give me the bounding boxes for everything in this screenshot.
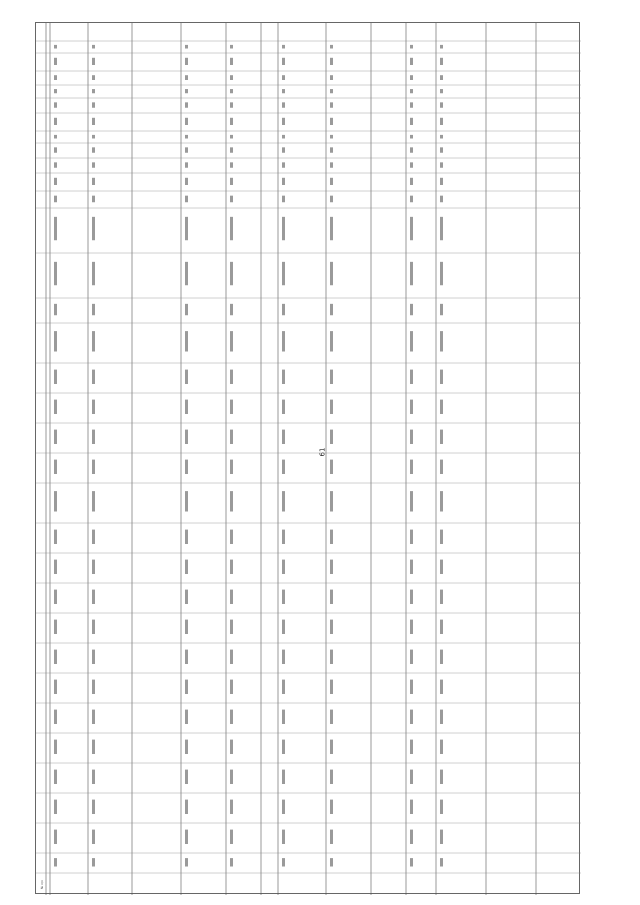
cell-text-mark (230, 590, 233, 604)
cell-text-mark (54, 830, 57, 844)
cell-text-mark (440, 147, 443, 152)
cell-text-mark (185, 770, 188, 784)
cell-text-mark (282, 370, 285, 384)
cell-text-mark (230, 75, 233, 80)
cell-text-mark (410, 217, 413, 240)
cell-text-mark (92, 530, 95, 544)
cell-text-mark (282, 560, 285, 574)
cell-text-mark (92, 217, 95, 240)
cell-text-mark (54, 118, 57, 125)
cell-text-mark (185, 370, 188, 384)
cell-text-mark (230, 178, 233, 185)
cell-text-mark (185, 162, 188, 167)
cell-text-mark (185, 710, 188, 724)
cell-text-mark (330, 196, 333, 203)
cell-text-mark (410, 118, 413, 125)
cell-text-mark (410, 147, 413, 152)
cell-text-mark (440, 530, 443, 544)
cell-text-mark (54, 196, 57, 203)
cell-text-mark (230, 118, 233, 125)
cell-text-mark (440, 680, 443, 694)
cell-text-mark (230, 162, 233, 167)
cell-text-mark (92, 858, 95, 866)
cell-text-mark (185, 118, 188, 125)
cell-text-mark (92, 135, 95, 139)
cell-text-mark (230, 102, 233, 107)
cell-text-mark (185, 530, 188, 544)
cell-text-mark (410, 740, 413, 754)
cell-text-mark (54, 740, 57, 754)
cell-text-mark (230, 560, 233, 574)
cell-text-mark (440, 118, 443, 125)
cell-text-mark (230, 800, 233, 814)
cell-text-mark (440, 75, 443, 80)
cell-text-mark (92, 800, 95, 814)
cell-text-mark (282, 118, 285, 125)
cell-text-mark (330, 430, 333, 444)
cell-text-mark (92, 89, 95, 93)
cell-text-mark (54, 460, 57, 474)
cell-text-mark (440, 560, 443, 574)
cell-text-mark (230, 304, 233, 315)
cell-text-mark (230, 217, 233, 240)
cell-text-mark (330, 858, 333, 866)
cell-text-mark (440, 858, 443, 866)
cell-text-mark (230, 45, 233, 49)
cell-text-mark (92, 491, 95, 511)
cell-text-mark (440, 400, 443, 414)
cell-text-mark (410, 135, 413, 139)
cell-text-mark (54, 75, 57, 80)
cell-text-mark (410, 460, 413, 474)
cell-text-mark (330, 89, 333, 93)
cell-text-mark (230, 491, 233, 511)
cell-text-mark (410, 89, 413, 93)
cell-text-mark (54, 858, 57, 866)
cell-text-mark (92, 162, 95, 167)
cell-text-mark (185, 178, 188, 185)
cell-text-mark (230, 770, 233, 784)
cell-text-mark (54, 304, 57, 315)
cell-text-mark (185, 620, 188, 634)
cell-text-mark (330, 460, 333, 474)
cell-text-mark (230, 650, 233, 664)
cell-text-mark (440, 331, 443, 351)
cell-text-mark (282, 217, 285, 240)
cell-text-mark (440, 45, 443, 49)
page-number: 61 (318, 447, 327, 457)
cell-text-mark (282, 858, 285, 866)
cell-text-mark (330, 800, 333, 814)
cell-text-mark (440, 262, 443, 285)
cell-text-mark (440, 196, 443, 203)
cell-text-mark (54, 331, 57, 351)
cell-text-mark (54, 135, 57, 139)
cell-text-mark (54, 620, 57, 634)
cell-text-mark (185, 740, 188, 754)
cell-text-mark (54, 680, 57, 694)
cell-text-mark (230, 620, 233, 634)
cell-text-mark (410, 680, 413, 694)
cell-text-mark (282, 491, 285, 511)
cell-text-mark (330, 680, 333, 694)
cell-text-mark (92, 196, 95, 203)
cell-text-mark (440, 590, 443, 604)
cell-text-mark (410, 196, 413, 203)
cell-text-mark (92, 400, 95, 414)
cell-text-mark (410, 370, 413, 384)
cell-text-mark (282, 178, 285, 185)
cell-text-mark (230, 262, 233, 285)
cell-text-mark (440, 650, 443, 664)
cell-text-mark (440, 304, 443, 315)
cell-text-mark (92, 710, 95, 724)
cell-text-mark (92, 590, 95, 604)
cell-text-mark (230, 460, 233, 474)
cell-text-mark (54, 491, 57, 511)
cell-text-mark (410, 800, 413, 814)
cell-text-mark (185, 262, 188, 285)
cell-text-mark (230, 710, 233, 724)
cell-text-mark (92, 45, 95, 49)
cell-text-mark (410, 560, 413, 574)
cell-text-mark (92, 460, 95, 474)
cell-text-mark (330, 650, 333, 664)
cell-text-mark (92, 331, 95, 351)
cell-text-mark (440, 89, 443, 93)
cell-text-mark (54, 162, 57, 167)
cell-text-mark (410, 530, 413, 544)
cell-text-mark (185, 304, 188, 315)
cell-text-mark (185, 45, 188, 49)
cell-text-mark (54, 430, 57, 444)
cell-text-mark (282, 89, 285, 93)
cell-text-mark (282, 162, 285, 167)
cell-text-mark (330, 304, 333, 315)
cell-text-mark (440, 460, 443, 474)
cell-text-mark (230, 400, 233, 414)
cell-text-mark (410, 262, 413, 285)
cell-text-mark (330, 118, 333, 125)
cell-text-mark (440, 710, 443, 724)
cell-text-mark (282, 147, 285, 152)
cell-text-mark (282, 650, 285, 664)
first-column-header: № п/п (40, 879, 44, 889)
cell-text-mark (54, 400, 57, 414)
cell-text-mark (230, 135, 233, 139)
cell-text-mark (185, 400, 188, 414)
cell-text-mark (92, 830, 95, 844)
cell-text-mark (282, 740, 285, 754)
cell-text-mark (230, 430, 233, 444)
cell-text-mark (330, 75, 333, 80)
cell-text-mark (440, 162, 443, 167)
cell-text-mark (54, 800, 57, 814)
cell-text-mark (410, 770, 413, 784)
cell-text-mark (330, 590, 333, 604)
cell-text-mark (410, 162, 413, 167)
cell-text-mark (440, 491, 443, 511)
cell-text-mark (54, 770, 57, 784)
cell-text-mark (54, 710, 57, 724)
cell-text-mark (440, 800, 443, 814)
cell-text-mark (330, 58, 333, 65)
cell-text-mark (282, 262, 285, 285)
cell-text-mark (185, 217, 188, 240)
cell-text-mark (92, 75, 95, 80)
cell-text-mark (410, 331, 413, 351)
cell-text-mark (54, 147, 57, 152)
cell-text-mark (282, 430, 285, 444)
cell-text-mark (440, 370, 443, 384)
cell-text-mark (230, 858, 233, 866)
cell-text-mark (410, 710, 413, 724)
cell-text-mark (330, 331, 333, 351)
cell-text-mark (185, 331, 188, 351)
cell-text-mark (440, 430, 443, 444)
cell-text-mark (185, 75, 188, 80)
cell-text-mark (330, 710, 333, 724)
cell-text-mark (330, 178, 333, 185)
cell-text-mark (185, 430, 188, 444)
cell-text-mark (282, 770, 285, 784)
cell-text-mark (185, 89, 188, 93)
cell-text-mark (230, 530, 233, 544)
cell-text-mark (92, 118, 95, 125)
cell-text-mark (54, 89, 57, 93)
cell-text-mark (330, 560, 333, 574)
landscape-table-sheet (35, 22, 580, 894)
cell-text-mark (410, 45, 413, 49)
table-grid (36, 23, 581, 895)
cell-text-mark (185, 858, 188, 866)
cell-text-mark (410, 430, 413, 444)
cell-text-mark (282, 75, 285, 80)
cell-text-mark (92, 262, 95, 285)
cell-text-mark (282, 590, 285, 604)
cell-text-mark (185, 102, 188, 107)
cell-text-mark (282, 710, 285, 724)
cell-text-mark (440, 830, 443, 844)
cell-text-mark (92, 680, 95, 694)
cell-text-mark (282, 400, 285, 414)
cell-text-mark (92, 430, 95, 444)
cell-text-mark (282, 331, 285, 351)
cell-text-mark (54, 45, 57, 49)
cell-text-mark (282, 530, 285, 544)
cell-text-mark (410, 58, 413, 65)
cell-text-mark (282, 460, 285, 474)
cell-text-mark (330, 491, 333, 511)
cell-text-mark (440, 178, 443, 185)
cell-text-mark (92, 770, 95, 784)
cell-text-mark (54, 650, 57, 664)
cell-text-mark (282, 620, 285, 634)
cell-text-mark (230, 830, 233, 844)
cell-text-mark (185, 830, 188, 844)
cell-text-mark (330, 830, 333, 844)
cell-text-mark (54, 217, 57, 240)
cell-text-mark (230, 58, 233, 65)
cell-text-mark (330, 740, 333, 754)
cell-text-mark (440, 740, 443, 754)
cell-text-mark (92, 620, 95, 634)
cell-text-mark (92, 102, 95, 107)
cell-text-mark (410, 830, 413, 844)
cell-text-mark (230, 89, 233, 93)
cell-text-mark (282, 102, 285, 107)
cell-text-mark (410, 590, 413, 604)
cell-text-mark (92, 370, 95, 384)
cell-text-mark (92, 740, 95, 754)
cell-text-mark (410, 102, 413, 107)
cell-text-mark (440, 217, 443, 240)
cell-text-mark (54, 370, 57, 384)
cell-text-mark (54, 262, 57, 285)
cell-text-mark (230, 147, 233, 152)
cell-text-mark (92, 147, 95, 152)
cell-text-mark (92, 304, 95, 315)
cell-text-mark (330, 770, 333, 784)
cell-text-mark (185, 680, 188, 694)
cell-text-mark (54, 590, 57, 604)
cell-text-mark (330, 217, 333, 240)
cell-text-mark (185, 650, 188, 664)
cell-text-mark (185, 590, 188, 604)
cell-text-mark (54, 178, 57, 185)
cell-text-mark (410, 858, 413, 866)
cell-text-mark (230, 196, 233, 203)
cell-text-mark (185, 800, 188, 814)
cell-text-mark (410, 304, 413, 315)
cell-text-mark (230, 370, 233, 384)
cell-text-mark (282, 830, 285, 844)
cell-text-mark (185, 491, 188, 511)
cell-text-mark (185, 460, 188, 474)
cell-text-mark (282, 304, 285, 315)
cell-text-mark (410, 620, 413, 634)
cell-text-mark (185, 58, 188, 65)
cell-text-mark (330, 102, 333, 107)
cell-text-mark (330, 262, 333, 285)
cell-text-mark (440, 135, 443, 139)
cell-text-mark (410, 400, 413, 414)
cell-text-mark (282, 680, 285, 694)
cell-text-mark (282, 58, 285, 65)
cell-text-mark (92, 560, 95, 574)
cell-text-mark (54, 102, 57, 107)
cell-text-mark (330, 45, 333, 49)
cell-text-mark (92, 650, 95, 664)
cell-text-mark (440, 770, 443, 784)
cell-text-mark (54, 530, 57, 544)
cell-text-mark (330, 530, 333, 544)
cell-text-mark (330, 400, 333, 414)
cell-text-mark (282, 45, 285, 49)
cell-text-mark (410, 75, 413, 80)
cell-text-mark (282, 135, 285, 139)
cell-text-mark (282, 196, 285, 203)
cell-text-mark (330, 162, 333, 167)
cell-text-mark (440, 58, 443, 65)
cell-text-mark (410, 178, 413, 185)
cell-text-mark (330, 147, 333, 152)
cell-text-mark (92, 178, 95, 185)
cell-text-mark (185, 147, 188, 152)
cell-text-mark (92, 58, 95, 65)
cell-text-mark (230, 331, 233, 351)
cell-text-mark (410, 491, 413, 511)
cell-text-mark (410, 650, 413, 664)
cell-text-mark (54, 560, 57, 574)
cell-text-mark (440, 620, 443, 634)
cell-text-mark (54, 58, 57, 65)
cell-text-mark (185, 135, 188, 139)
cell-text-mark (185, 560, 188, 574)
cell-text-mark (330, 135, 333, 139)
cell-text-mark (230, 680, 233, 694)
cell-text-mark (330, 620, 333, 634)
cell-text-mark (440, 102, 443, 107)
cell-text-mark (185, 196, 188, 203)
cell-text-mark (230, 740, 233, 754)
cell-text-mark (282, 800, 285, 814)
cell-text-mark (330, 370, 333, 384)
